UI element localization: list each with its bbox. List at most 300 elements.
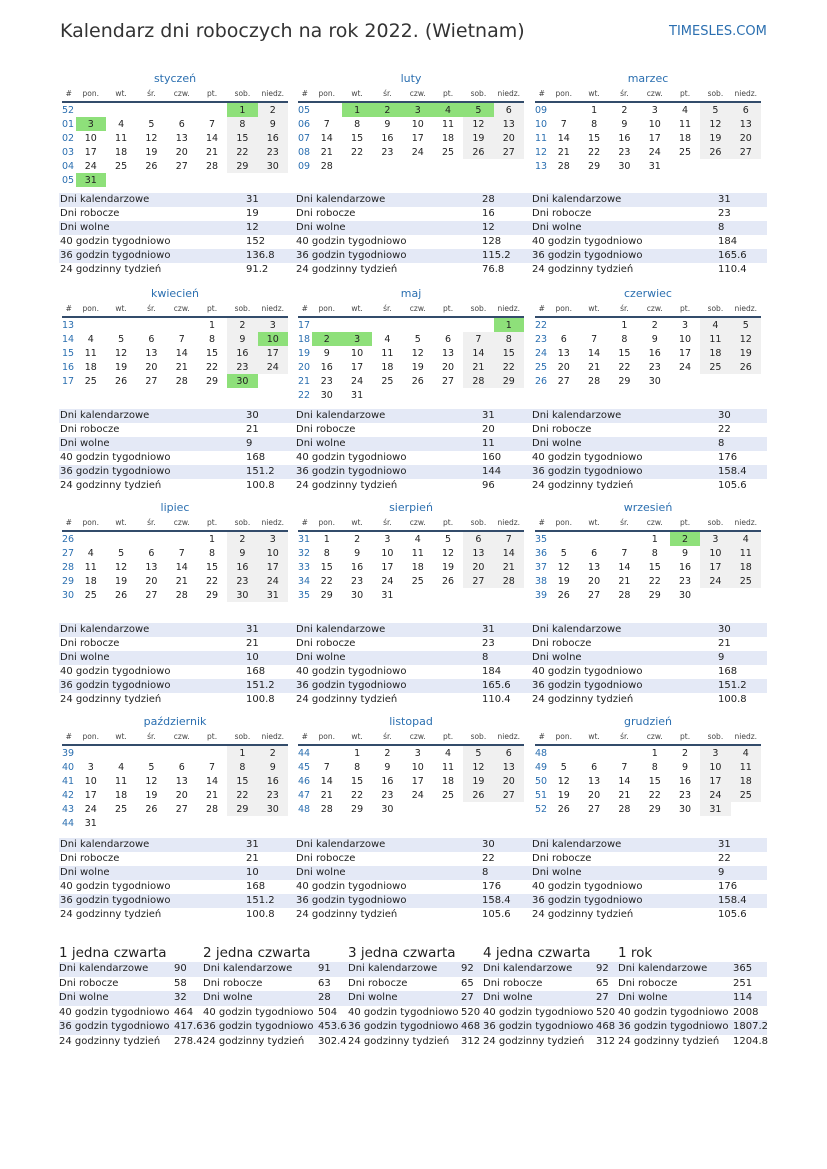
- month-table: [62, 303, 288, 388]
- weekday-header: wt.: [342, 731, 372, 745]
- day-cell: 15: [206, 348, 219, 359]
- quarter-stat-row: [618, 991, 767, 1006]
- day-cell: 13: [731, 117, 761, 131]
- day-cell: 25: [442, 790, 455, 801]
- day-cell: 17: [84, 147, 97, 158]
- stat-row: [59, 651, 295, 665]
- week-number: 42: [62, 790, 75, 801]
- month-stats: [59, 193, 295, 277]
- quarter-stat-label: 36 godzin tygodniowo: [59, 1021, 170, 1032]
- day-cell: 26: [115, 376, 128, 387]
- quarter-stat-label: Dni robocze: [483, 977, 543, 989]
- weekday-header: pon.: [549, 731, 579, 745]
- quarter-stat-value: 32: [174, 992, 187, 1003]
- weekday-header: pon.: [76, 303, 106, 317]
- week-number: 05: [62, 175, 75, 186]
- quarter-stat-value: 27: [596, 992, 609, 1003]
- day-cell: 21: [320, 147, 333, 158]
- stat-label: Dni kalendarzowe: [296, 624, 386, 635]
- day-cell: 11: [442, 119, 455, 130]
- stat-value: 22: [718, 853, 731, 864]
- weekday-header: sob.: [463, 303, 493, 317]
- empty-cell: [197, 173, 227, 187]
- stat-label: Dni robocze: [60, 424, 120, 435]
- day-cell: 4: [731, 531, 761, 546]
- quarter-stat-label: 24 godzinny tydzień: [59, 1035, 161, 1047]
- month-stats: [59, 838, 295, 922]
- day-cell: 21: [494, 560, 524, 574]
- day-cell: 1: [209, 534, 216, 545]
- quarter-stat-row: [618, 962, 767, 977]
- weekday-header: sob.: [700, 517, 730, 531]
- stat-label: 24 godzinny tydzień: [532, 909, 634, 920]
- weekday-header: śr.: [609, 517, 639, 531]
- stat-label: 40 godzin tygodniowo: [296, 452, 407, 463]
- day-cell: 2: [312, 332, 342, 346]
- month-table: [62, 731, 288, 830]
- day-cell: 26: [442, 576, 455, 587]
- stat-label: Dni robocze: [60, 208, 120, 219]
- day-cell: 8: [354, 762, 361, 773]
- weekday-header: sob.: [700, 303, 730, 317]
- quarter-stat-row: [59, 1006, 203, 1021]
- stat-row: [531, 437, 767, 451]
- day-cell: 16: [381, 133, 394, 144]
- quarter-stat-row: [483, 962, 618, 977]
- day-cell: 27: [145, 376, 158, 387]
- day-cell: 5: [118, 334, 125, 345]
- month-name: czerwiec: [624, 287, 672, 300]
- stat-label: Dni robocze: [296, 208, 356, 219]
- quarter-stat-value: 312: [596, 1035, 616, 1047]
- weekday-header: niedz.: [258, 88, 288, 102]
- day-cell: 16: [258, 131, 288, 145]
- day-cell: 29: [648, 590, 661, 601]
- stat-row: [59, 249, 295, 263]
- week-number: 14: [62, 334, 75, 345]
- quarter-summary: [348, 944, 483, 1049]
- empty-cell: [106, 317, 136, 332]
- stat-row: [531, 221, 767, 235]
- weekday-header: pt.: [197, 88, 227, 102]
- weekday-header: pt.: [197, 517, 227, 531]
- day-cell: 24: [411, 790, 424, 801]
- stat-value: 151.2: [246, 466, 275, 477]
- weekday-header: czw.: [403, 88, 433, 102]
- empty-cell: [136, 102, 166, 117]
- stat-row: [531, 637, 767, 651]
- stat-row: [531, 235, 767, 249]
- day-cell: 8: [621, 334, 628, 345]
- quarter-stat-row: [59, 962, 203, 977]
- stat-value: 12: [246, 222, 259, 233]
- stat-row: [295, 866, 531, 880]
- weekday-header: pon.: [76, 88, 106, 102]
- weekday-header: niedz.: [731, 517, 761, 531]
- empty-cell: [494, 802, 524, 816]
- week-number: 31: [298, 534, 311, 545]
- weekday-header: śr.: [136, 731, 166, 745]
- quarter-stat-row: [203, 977, 348, 992]
- weekday-header: #: [535, 517, 549, 531]
- stat-row: [59, 623, 295, 637]
- quarter-stat-value: 2008: [733, 1006, 759, 1018]
- quarter-summary: [203, 944, 348, 1049]
- weekday-header: niedz.: [494, 517, 524, 531]
- day-cell: 5: [560, 762, 567, 773]
- quarter-summary: [483, 944, 618, 1049]
- stat-row: [531, 693, 767, 707]
- day-cell: 12: [557, 776, 570, 787]
- day-cell: 27: [463, 574, 493, 588]
- stat-label: Dni wolne: [60, 652, 110, 663]
- empty-cell: [403, 159, 433, 173]
- day-cell: 6: [591, 762, 598, 773]
- stat-label: Dni wolne: [60, 438, 110, 449]
- empty-cell: [433, 159, 463, 173]
- stat-label: Dni kalendarzowe: [60, 839, 150, 850]
- day-cell: 4: [87, 334, 94, 345]
- stat-label: Dni kalendarzowe: [60, 410, 150, 421]
- day-cell: 25: [381, 376, 394, 387]
- day-cell: 30: [648, 376, 661, 387]
- day-cell: 11: [84, 348, 97, 359]
- weekday-header: czw.: [167, 731, 197, 745]
- empty-cell: [136, 173, 166, 187]
- quarter-stat-value: 28: [318, 992, 331, 1003]
- day-cell: 21: [175, 576, 188, 587]
- empty-cell: [106, 173, 136, 187]
- site-link[interactable]: TIMESLES.COM: [669, 24, 767, 39]
- day-cell: 5: [560, 548, 567, 559]
- month-table: [535, 303, 761, 388]
- quarter-stat-value: 464: [174, 1006, 194, 1018]
- stat-row: [295, 623, 531, 637]
- week-number: 44: [62, 818, 75, 829]
- day-cell: 12: [145, 133, 158, 144]
- month-table: [298, 731, 524, 816]
- day-cell: 30: [679, 590, 692, 601]
- stat-label: 24 godzinny tydzień: [296, 480, 398, 491]
- day-cell: 5: [731, 317, 761, 332]
- quarter-stat-label: Dni robocze: [348, 977, 408, 989]
- weekday-header: niedz.: [731, 303, 761, 317]
- stat-value: 22: [718, 424, 731, 435]
- stat-label: Dni robocze: [296, 638, 356, 649]
- empty-cell: [463, 159, 493, 173]
- stat-row: [531, 838, 767, 852]
- day-cell: 23: [320, 376, 333, 387]
- day-cell: 25: [411, 576, 424, 587]
- weekday-header: pon.: [312, 303, 342, 317]
- day-cell: 22: [227, 788, 257, 802]
- weekday-header: czw.: [640, 731, 670, 745]
- week-number: 26: [535, 376, 548, 387]
- empty-cell: [167, 531, 197, 546]
- day-cell: 27: [494, 145, 524, 159]
- day-cell: 11: [84, 562, 97, 573]
- day-cell: 26: [700, 145, 730, 159]
- day-cell: 18: [411, 562, 424, 573]
- day-cell: 26: [731, 360, 761, 374]
- day-cell: 18: [679, 133, 692, 144]
- day-cell: 18: [84, 362, 97, 373]
- empty-cell: [136, 531, 166, 546]
- day-cell: 2: [227, 531, 257, 546]
- day-cell: 15: [588, 133, 601, 144]
- day-cell: 19: [442, 562, 455, 573]
- stat-label: 36 godzin tygodniowo: [532, 895, 643, 906]
- day-cell: 31: [76, 173, 106, 187]
- day-cell: 28: [320, 804, 333, 815]
- quarter-stat-value: 90: [174, 963, 187, 974]
- stat-value: 168: [246, 666, 266, 677]
- month-stats: [531, 838, 767, 922]
- stat-value: 21: [246, 853, 259, 864]
- stat-row: [295, 263, 531, 277]
- day-cell: 7: [209, 762, 216, 773]
- day-cell: 16: [258, 774, 288, 788]
- stat-label: 40 godzin tygodniowo: [532, 881, 643, 892]
- stat-label: Dni kalendarzowe: [296, 410, 386, 421]
- day-cell: 20: [557, 362, 570, 373]
- month-8: [535, 499, 761, 602]
- empty-cell: [700, 374, 730, 388]
- stat-row: [59, 838, 295, 852]
- day-cell: 14: [557, 133, 570, 144]
- stat-value: 8: [718, 438, 725, 449]
- weekday-header: śr.: [609, 303, 639, 317]
- day-cell: 24: [679, 362, 692, 373]
- stat-label: Dni wolne: [532, 652, 582, 663]
- month-name: kwiecień: [150, 287, 200, 300]
- day-cell: 17: [381, 562, 394, 573]
- stat-row: [59, 193, 295, 207]
- weekday-header: pt.: [197, 731, 227, 745]
- day-cell: 6: [445, 334, 452, 345]
- day-cell: 26: [115, 590, 128, 601]
- day-cell: 17: [258, 346, 288, 360]
- weekday-header: czw.: [640, 517, 670, 531]
- day-cell: 14: [618, 562, 631, 573]
- quarter-stat-row: [59, 991, 203, 1006]
- stat-value: 165.6: [718, 250, 747, 261]
- day-cell: 17: [84, 790, 97, 801]
- stat-value: 158.4: [718, 895, 747, 906]
- stat-value: 100.8: [718, 694, 747, 705]
- quarter-stat-label: Dni robocze: [618, 977, 678, 989]
- week-number: 22: [298, 390, 311, 401]
- day-cell: 19: [145, 147, 158, 158]
- day-cell: 6: [494, 745, 524, 760]
- day-cell: 29: [206, 376, 219, 387]
- day-cell: 17: [679, 348, 692, 359]
- stat-label: 24 godzinny tydzień: [60, 264, 162, 275]
- empty-cell: [670, 159, 700, 173]
- quarter-stat-value: 92: [596, 963, 609, 974]
- stat-value: 96: [482, 480, 495, 491]
- month-5: [535, 285, 761, 388]
- day-cell: 9: [323, 348, 330, 359]
- stat-value: 9: [718, 867, 725, 878]
- day-cell: 13: [557, 348, 570, 359]
- stat-row: [295, 221, 531, 235]
- day-cell: 12: [442, 548, 455, 559]
- stat-row: [59, 637, 295, 651]
- empty-cell: [463, 588, 493, 602]
- quarter-stat-value: 1204.8: [733, 1035, 768, 1047]
- week-number: 32: [298, 548, 311, 559]
- day-cell: 14: [618, 776, 631, 787]
- weekday-header: pt.: [197, 303, 227, 317]
- empty-cell: [549, 102, 579, 117]
- week-number: 19: [298, 348, 311, 359]
- quarter-title: 1 jedna czwarta: [59, 945, 167, 961]
- quarter-stat-row: [618, 1035, 767, 1050]
- day-cell: 4: [445, 748, 452, 759]
- day-cell: 23: [351, 576, 364, 587]
- day-cell: 16: [679, 562, 692, 573]
- day-cell: 27: [175, 804, 188, 815]
- quarter-stat-label: 40 godzin tygodniowo: [348, 1006, 459, 1018]
- day-cell: 8: [227, 117, 257, 131]
- day-cell: 8: [354, 119, 361, 130]
- day-cell: 29: [494, 374, 524, 388]
- weekday-header: niedz.: [258, 731, 288, 745]
- stat-value: 168: [246, 452, 266, 463]
- weekday-header: #: [535, 88, 549, 102]
- weekday-header: niedz.: [258, 303, 288, 317]
- day-cell: 16: [227, 560, 257, 574]
- quarter-stat-value: 302.4: [318, 1035, 347, 1047]
- stat-row: [295, 249, 531, 263]
- month-stats: [531, 193, 767, 277]
- stat-value: 8: [482, 867, 489, 878]
- empty-cell: [670, 374, 700, 388]
- day-cell: 12: [411, 348, 424, 359]
- day-cell: 6: [591, 548, 598, 559]
- day-cell: 26: [557, 804, 570, 815]
- day-cell: 13: [494, 117, 524, 131]
- month-name: sierpień: [389, 501, 433, 514]
- week-number: 29: [62, 576, 75, 587]
- day-cell: 30: [258, 802, 288, 816]
- day-cell: 16: [648, 348, 661, 359]
- empty-cell: [403, 802, 433, 816]
- quarter-title: 4 jedna czwarta: [483, 945, 591, 961]
- day-cell: 15: [648, 776, 661, 787]
- month-9: [62, 713, 288, 830]
- week-number: 05: [298, 105, 311, 116]
- empty-cell: [197, 816, 227, 830]
- day-cell: 18: [115, 147, 128, 158]
- day-cell: 7: [209, 119, 216, 130]
- day-cell: 5: [700, 102, 730, 117]
- stat-label: 36 godzin tygodniowo: [532, 250, 643, 261]
- weekday-header: #: [298, 731, 312, 745]
- stat-row: [295, 479, 531, 493]
- empty-cell: [76, 531, 106, 546]
- stat-label: 40 godzin tygodniowo: [296, 236, 407, 247]
- stat-label: 36 godzin tygodniowo: [60, 895, 171, 906]
- stat-label: Dni kalendarzowe: [532, 839, 622, 850]
- stat-row: [531, 479, 767, 493]
- stat-label: Dni kalendarzowe: [296, 839, 386, 850]
- day-cell: 2: [621, 105, 628, 116]
- day-cell: 20: [463, 560, 493, 574]
- stat-value: 176: [482, 881, 502, 892]
- day-cell: 24: [258, 574, 288, 588]
- day-cell: 19: [557, 576, 570, 587]
- day-cell: 2: [227, 317, 257, 332]
- day-cell: 8: [323, 548, 330, 559]
- weekday-header: wt.: [342, 88, 372, 102]
- quarter-stat-row: [618, 1020, 767, 1035]
- stat-value: 23: [482, 638, 495, 649]
- day-cell: 6: [494, 102, 524, 117]
- week-number: 43: [62, 804, 75, 815]
- stat-label: Dni kalendarzowe: [532, 410, 622, 421]
- empty-cell: [372, 388, 402, 402]
- weekday-header: pon.: [76, 517, 106, 531]
- week-number: 52: [535, 804, 548, 815]
- weekday-header: wt.: [106, 88, 136, 102]
- weekday-header: niedz.: [731, 88, 761, 102]
- week-number: 41: [62, 776, 75, 787]
- day-cell: 30: [618, 161, 631, 172]
- week-number: 02: [62, 133, 75, 144]
- quarter-stat-label: Dni wolne: [348, 992, 398, 1003]
- day-cell: 20: [175, 790, 188, 801]
- day-cell: 23: [618, 147, 631, 158]
- stat-label: Dni robocze: [60, 638, 120, 649]
- week-number: 33: [298, 562, 311, 573]
- month-11: [535, 713, 761, 816]
- empty-cell: [463, 317, 493, 332]
- quarter-stat-label: Dni wolne: [483, 992, 533, 1003]
- day-cell: 12: [115, 348, 128, 359]
- stat-row: [59, 679, 295, 693]
- month-name: wrzesień: [623, 501, 673, 514]
- stat-row: [295, 651, 531, 665]
- weekday-header: #: [535, 303, 549, 317]
- empty-cell: [312, 745, 342, 760]
- stat-row: [59, 409, 295, 423]
- day-cell: 9: [384, 762, 391, 773]
- quarter-summary: [618, 944, 767, 1049]
- day-cell: 12: [700, 117, 730, 131]
- day-cell: 7: [621, 548, 628, 559]
- day-cell: 13: [588, 562, 601, 573]
- day-cell: 9: [682, 548, 689, 559]
- day-cell: 23: [258, 788, 288, 802]
- stat-row: [295, 693, 531, 707]
- quarter-stat-label: Dni robocze: [203, 977, 263, 989]
- empty-cell: [494, 588, 524, 602]
- weekday-header: czw.: [403, 731, 433, 745]
- weekday-header: czw.: [403, 517, 433, 531]
- quarter-stat-value: 468: [596, 1021, 616, 1032]
- day-cell: 3: [342, 332, 372, 346]
- day-cell: 8: [209, 334, 216, 345]
- stat-row: [531, 193, 767, 207]
- day-cell: 2: [670, 531, 700, 546]
- day-cell: 5: [148, 119, 155, 130]
- day-cell: 2: [258, 102, 288, 117]
- weekday-header: pt.: [670, 731, 700, 745]
- stat-value: 31: [246, 839, 259, 850]
- week-number: 16: [62, 362, 75, 373]
